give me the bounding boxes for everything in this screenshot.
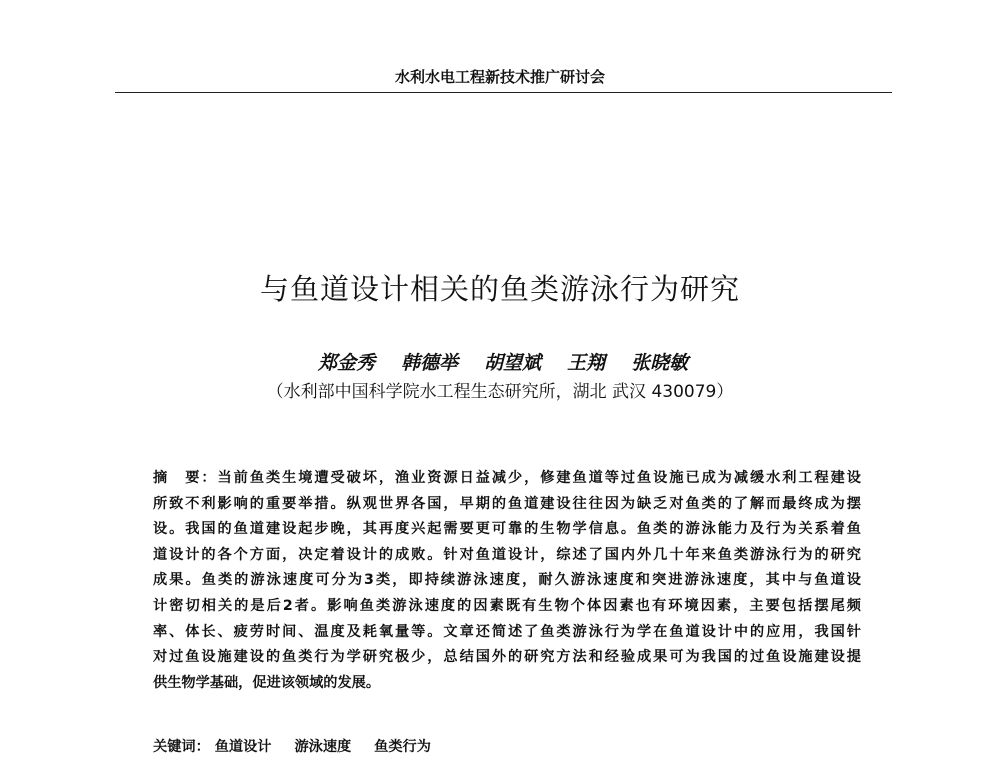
author-name: 王翔 (567, 352, 606, 374)
abstract-line: 所致不利影响的重要举措。纵观世界各国，早期的鱼道建设往往因为缺乏对鱼类的了解而最终成为摆 (153, 495, 861, 512)
keyword: 鱼道设计 (214, 739, 272, 755)
author-name: 胡望斌 (484, 352, 542, 374)
author-name: 郑金秀 (318, 352, 376, 374)
abstract-line: 计密切相关的是后2者。影响鱼类游泳速度的因素既有生物个体因素也有环境因素，主要包括摆尾频 (153, 597, 861, 614)
author-list (318, 348, 688, 375)
running-header: 水利水电工程新技术推广研讨会 (394, 68, 605, 86)
abstract-label: 摘 要： (153, 470, 218, 486)
abstract-line: 道设计的各个方面，决定着设计的成败。针对鱼道设计，综述了国内外几十年来鱼类游泳行为的研究 (153, 546, 861, 563)
abstract-line (153, 466, 861, 492)
paper-title: 与鱼道设计相关的鱼类游泳行为研究 (259, 272, 740, 306)
affiliation: （水利部中国科学院水工程生态研究所，湖北 武汉 430079） (266, 382, 734, 402)
keywords (153, 736, 449, 756)
keywords-label: 关键词： (153, 739, 210, 755)
abstract-line: 对过鱼设施建设的鱼类行为学研究极少，总结国外的研究方法和经验成果可为我国的过鱼设施建设提 (153, 649, 861, 666)
abstract-line: 成果。鱼类的游泳速度可分为3类，即持续游泳速度，耐久游泳速度和突进游泳速度，其中与鱼道设 (153, 572, 861, 589)
header-rule (115, 92, 892, 93)
author-name: 张晓敏 (631, 352, 689, 374)
author-name: 韩德举 (401, 352, 459, 374)
keyword: 鱼类行为 (374, 739, 431, 755)
abstract-line: 供生物学基础，促进该领域的发展。 (153, 674, 381, 691)
abstract (153, 466, 861, 696)
abstract-text: 当前鱼类生境遭受破坏，渔业资源日益减少，修建鱼道等过鱼设施已成为减缓水利工程建设 (217, 470, 861, 486)
abstract-line: 设。我国的鱼道建设起步晚，其再度兴起需要更可靠的生物学信息。鱼类的游泳能力及行为关系着鱼 (153, 521, 861, 538)
keyword: 游泳速度 (294, 739, 352, 755)
abstract-line: 率、体长、疲劳时间、温度及耗氧量等。文章还简述了鱼类游泳行为学在鱼道设计中的应用，我国针 (153, 623, 861, 640)
